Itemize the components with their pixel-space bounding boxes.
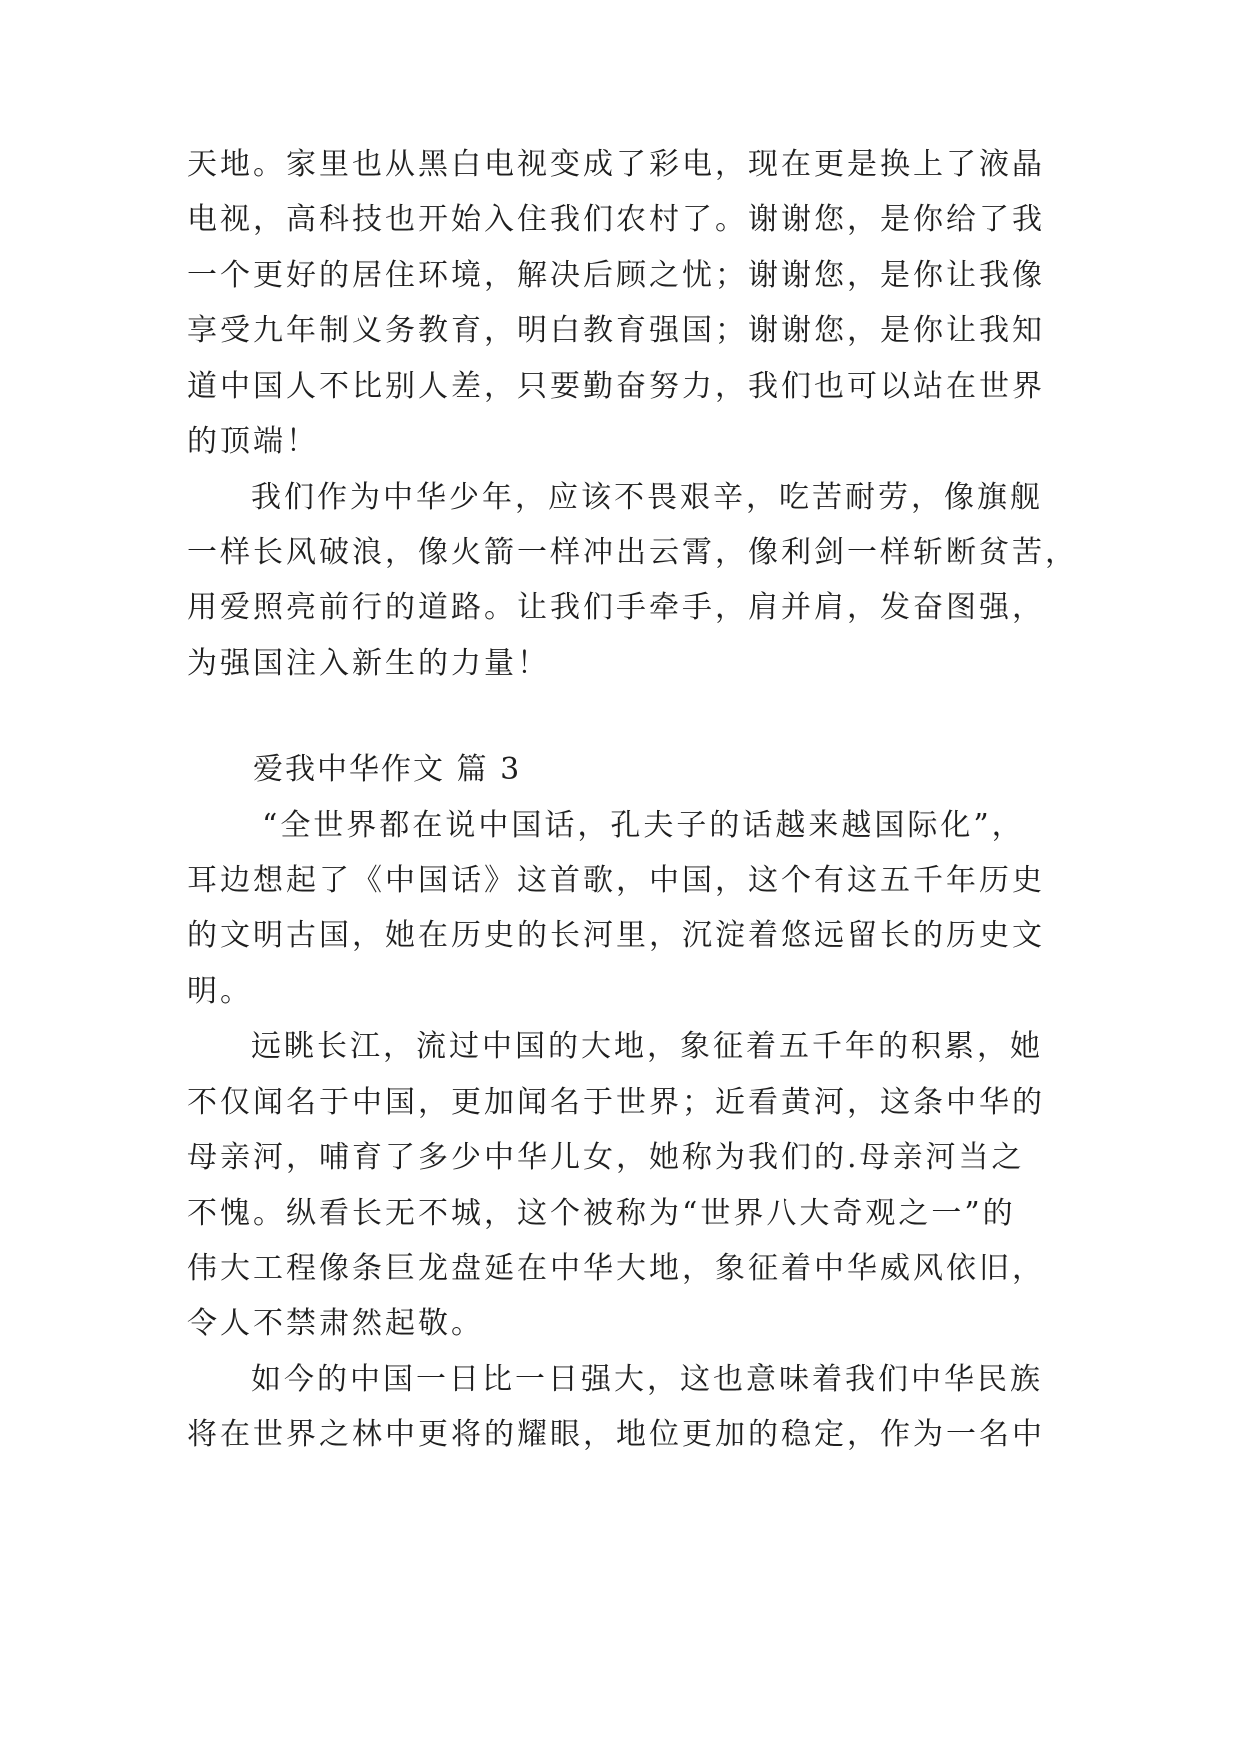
text-line: 道中国人不比别人差，只要勤奋努力，我们也可以站在世界 [187, 369, 1045, 404]
section-heading: 爱我中华作文 篇 3 [253, 752, 522, 787]
text-line: 我们作为中华少年，应该不畏艰辛，吃苦耐劳，像旗舰 [251, 480, 1043, 515]
text-line: 远眺长江，流过中国的大地，象征着五千年的积累，她 [251, 1029, 1043, 1064]
text-line: 如今的中国一日比一日强大，这也意味着我们中华民族 [251, 1362, 1043, 1397]
text-line: “全世界都在说中国话，孔夫子的话越来越国际化”， [262, 808, 1025, 843]
text-line: 一样长风破浪，像火箭一样冲出云霄，像利剑一样斩断贫苦， [187, 535, 1078, 570]
text-line: 明。 [187, 974, 253, 1009]
text-line: 的文明古国，她在历史的长河里，沉淀着悠远留长的历史文 [187, 918, 1045, 953]
text-line: 不愧。纵看长无不城，这个被称为“世界八大奇观之一”的 [187, 1196, 1016, 1231]
text-line: 令人不禁肃然起敬。 [187, 1306, 484, 1341]
text-line: 母亲河，哺育了多少中华儿女，她称为我们的.母亲河当之 [187, 1140, 1025, 1175]
text-line: 天地。家里也从黑白电视变成了彩电，现在更是换上了液晶 [187, 147, 1045, 182]
text-line: 不仅闻名于中国，更加闻名于世界；近看黄河，这条中华的 [187, 1085, 1045, 1120]
text-line: 将在世界之林中更将的耀眼，地位更加的稳定，作为一名中 [187, 1417, 1045, 1452]
text-line: 耳边想起了《中国话》这首歌，中国，这个有这五千年历史 [187, 863, 1045, 898]
text-line: 伟大工程像条巨龙盘延在中华大地，象征着中华威风依旧， [187, 1251, 1045, 1286]
text-line: 用爱照亮前行的道路。让我们手牵手，肩并肩，发奋图强， [187, 590, 1045, 625]
text-line: 为强国注入新生的力量！ [187, 646, 550, 681]
text-line: 一个更好的居住环境，解决后顾之忧；谢谢您，是你让我像 [187, 258, 1045, 293]
text-line: 电视，高科技也开始入住我们农村了。谢谢您，是你给了我 [187, 202, 1045, 237]
text-line: 的顶端！ [187, 424, 319, 459]
text-line: 享受九年制义务教育，明白教育强国；谢谢您，是你让我知 [187, 313, 1045, 348]
